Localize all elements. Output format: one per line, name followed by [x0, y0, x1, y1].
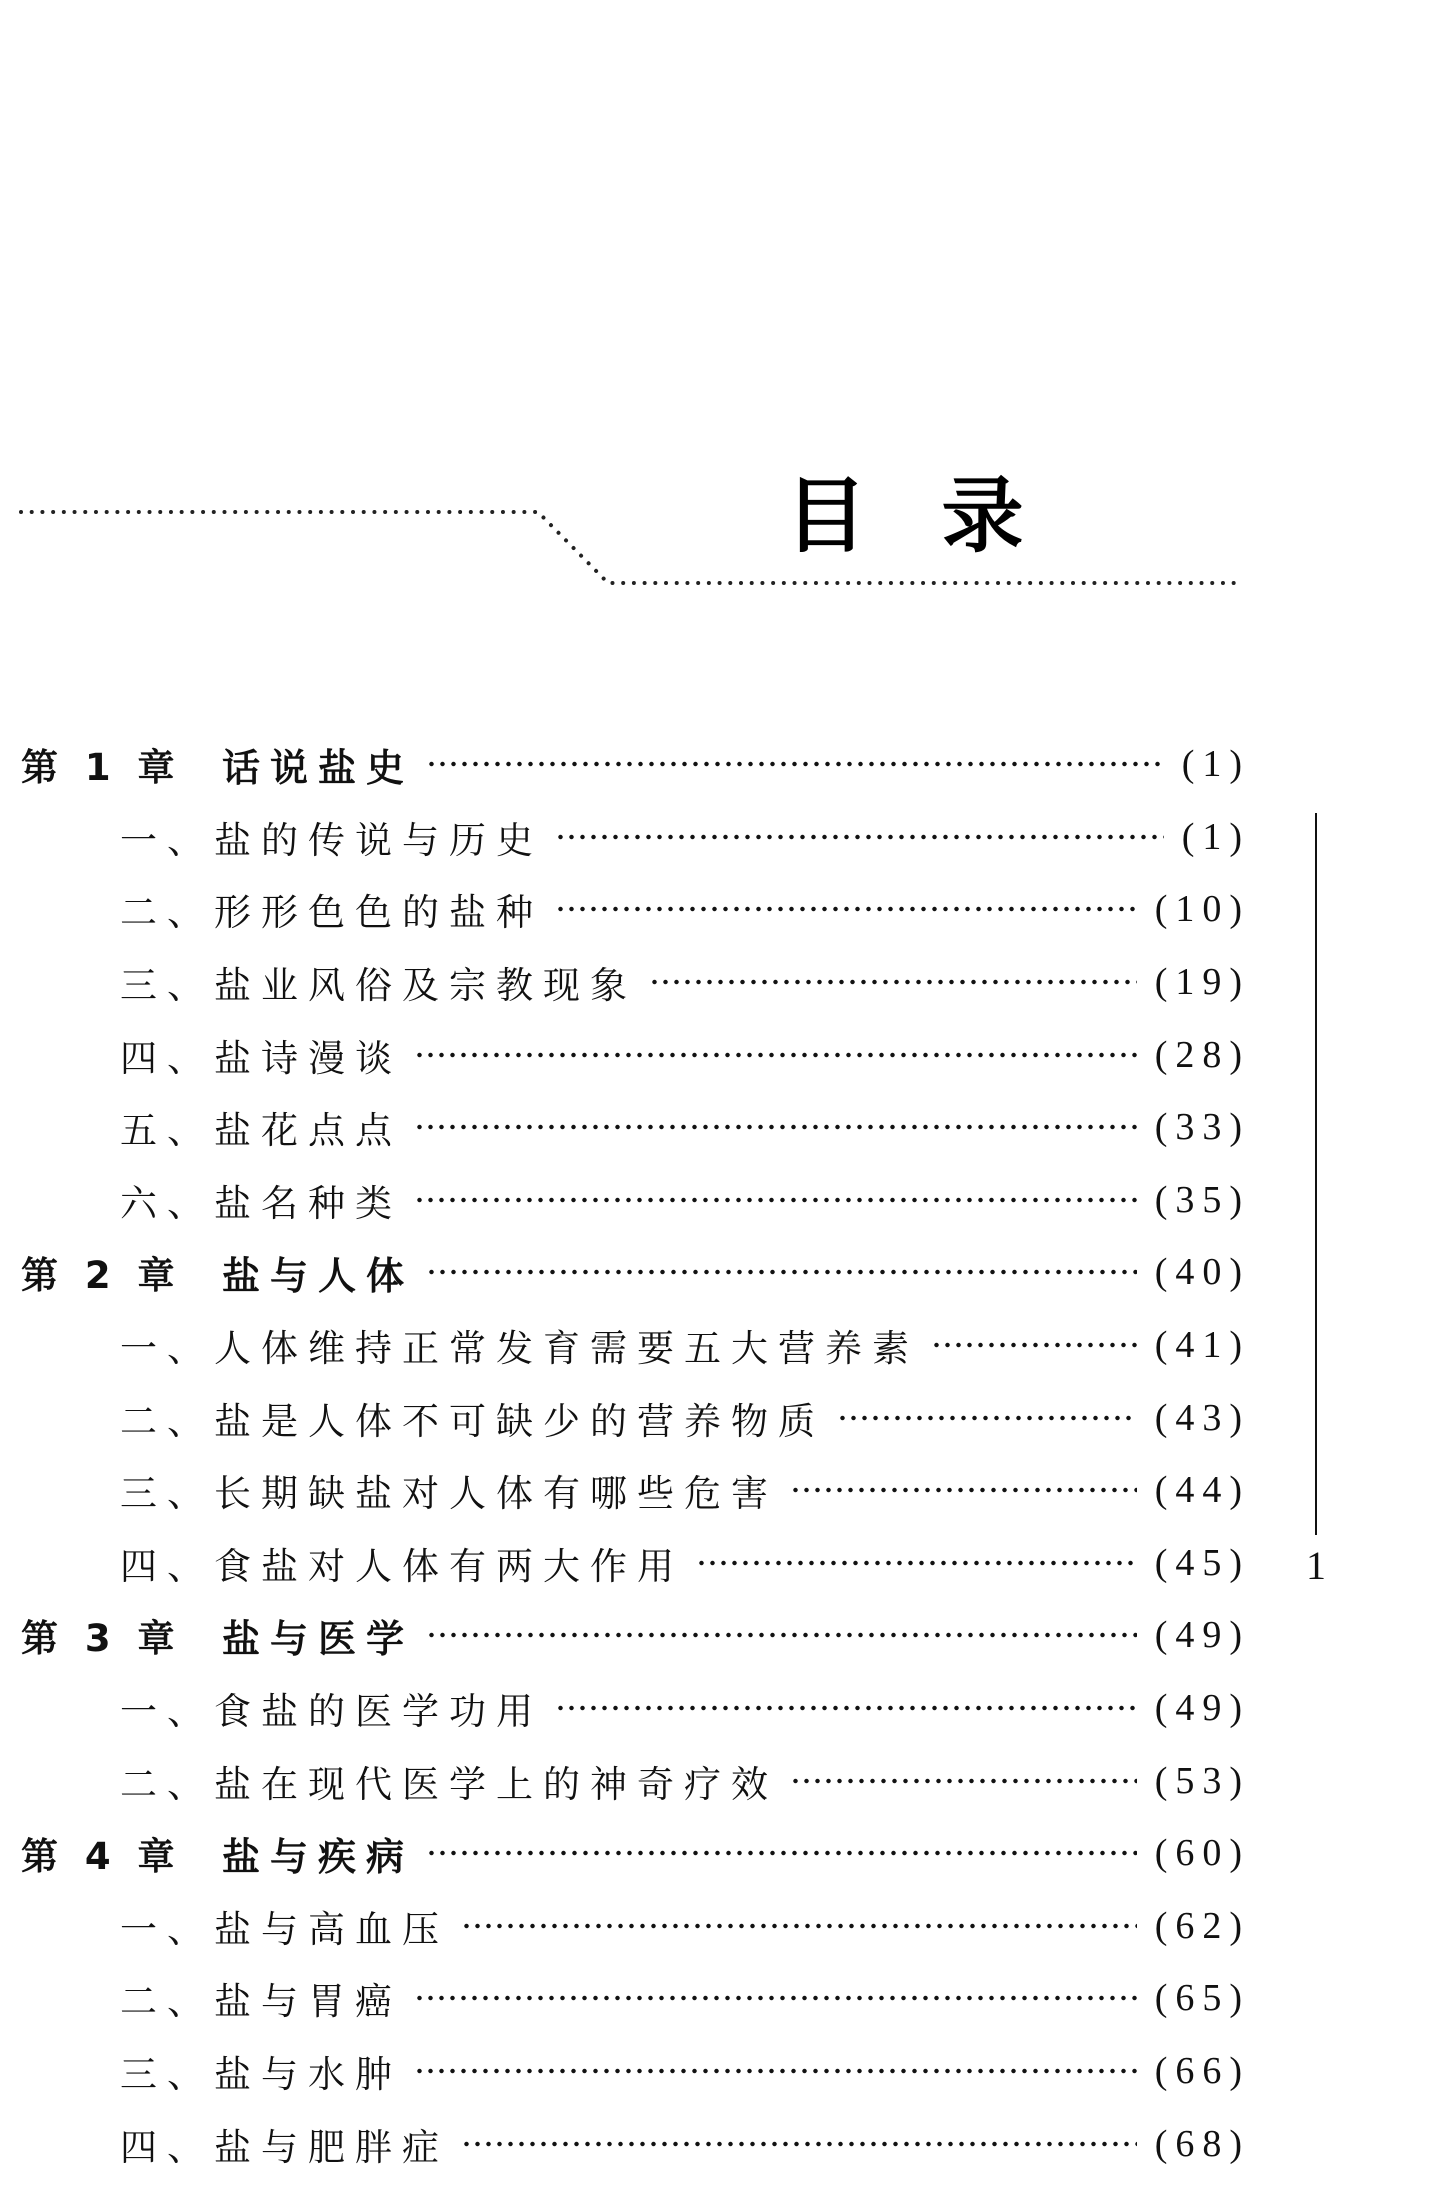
page-ref: (62) [1154, 1904, 1250, 1947]
chapter-title: 话说盐史 [222, 745, 415, 790]
toc-chapter-row [21, 1599, 1250, 1672]
page-ref: (19) [1154, 961, 1250, 1004]
chapter-number: 第 1 章 [21, 746, 179, 790]
dot-leader [555, 1704, 1137, 1712]
page-ref: (49) [1154, 1614, 1250, 1657]
section-title: 三、盐与水肿 [120, 2052, 402, 2096]
dot-leader [461, 2140, 1137, 2148]
section-title: 四、盐诗漫谈 [120, 1036, 402, 1080]
toc-section-row [21, 801, 1250, 874]
page-ref: (65) [1154, 1977, 1250, 2020]
margin-vertical-rule [1315, 813, 1317, 1535]
dot-leader [414, 1994, 1137, 2002]
toc-section-row [21, 1962, 1250, 2035]
dot-leader [649, 978, 1137, 986]
toc-chapter-row [21, 728, 1250, 801]
toc-section-row [21, 1454, 1250, 1527]
page-ref: (44) [1154, 1469, 1250, 1512]
page-ref: (45) [1154, 1541, 1250, 1584]
section-title: 二、形形色色的盐种 [120, 891, 543, 935]
toc-section-row [21, 1164, 1250, 1237]
section-title: 二、盐是人体不可缺少的营养物质 [120, 1399, 825, 1443]
dot-leader [426, 760, 1164, 768]
page-title: 目 录 [785, 469, 1036, 564]
toc-chapter-row [21, 1817, 1250, 1890]
toc-section-row [21, 1018, 1250, 1091]
toc-section-row [21, 2107, 1250, 2180]
dot-leader [555, 833, 1164, 841]
dot-leader [696, 1559, 1137, 1567]
dot-leader [426, 1631, 1137, 1639]
section-title: 三、长期缺盐对人体有哪些危害 [120, 1472, 778, 1516]
page-ref: (68) [1154, 2122, 1250, 2165]
toc-section-row [21, 1744, 1250, 1817]
dot-leader [426, 1849, 1137, 1857]
chapter-number: 第 4 章 [21, 1835, 179, 1879]
page-ref: (40) [1154, 1251, 1250, 1294]
chapter-title: 盐与人体 [222, 1253, 415, 1298]
toc-section-row [21, 1091, 1250, 1164]
page-ref: (49) [1154, 1687, 1250, 1730]
dot-leader [931, 1341, 1137, 1349]
toc-section-row [21, 1381, 1250, 1454]
title-dotted-rule [0, 0, 1449, 620]
section-title: 二、盐在现代医学上的神奇疗效 [120, 1762, 778, 1806]
toc-chapter-row [21, 1236, 1250, 1309]
section-title: 一、人体维持正常发育需要五大营养素 [120, 1327, 919, 1371]
chapter-title: 盐与医学 [222, 1616, 415, 1661]
dot-leader [790, 1486, 1137, 1494]
toc-section-row [21, 873, 1250, 946]
dotted-rule-line [21, 512, 1242, 583]
section-title: 五、盐花点点 [120, 1109, 402, 1153]
toc-section-row [21, 1890, 1250, 1963]
page-ref: (66) [1154, 2049, 1250, 2092]
dot-leader [555, 905, 1137, 913]
section-title: 一、盐与高血压 [120, 1907, 449, 1951]
toc-section-row [21, 1527, 1250, 1600]
dot-leader [414, 1196, 1137, 1204]
table-of-contents [21, 728, 1250, 2180]
page-ref: (1) [1181, 815, 1250, 858]
page-ref: (60) [1154, 1832, 1250, 1875]
section-title: 二、盐与胃癌 [120, 1980, 402, 2024]
page-ref: (28) [1154, 1033, 1250, 1076]
page-ref: (33) [1154, 1106, 1250, 1149]
page-ref: (53) [1154, 1759, 1250, 1802]
dot-leader [837, 1414, 1137, 1422]
page-ref: (10) [1154, 888, 1250, 931]
toc-section-row [21, 946, 1250, 1019]
chapter-number: 第 2 章 [21, 1254, 179, 1298]
page-ref: (41) [1154, 1324, 1250, 1367]
section-title: 一、食盐的医学功用 [120, 1690, 543, 1734]
toc-section-row [21, 2035, 1250, 2108]
section-title: 一、盐的传说与历史 [120, 818, 543, 862]
toc-section-row [21, 1672, 1250, 1745]
page-number: 1 [1306, 1543, 1326, 1588]
chapter-number: 第 3 章 [21, 1617, 179, 1661]
toc-section-row [21, 1309, 1250, 1382]
dot-leader [461, 1922, 1137, 1930]
page-ref: (1) [1181, 743, 1250, 786]
section-title: 四、食盐对人体有两大作用 [120, 1544, 684, 1588]
chapter-title: 盐与疾病 [222, 1834, 415, 1879]
dot-leader [414, 1051, 1137, 1059]
page-ref: (35) [1154, 1178, 1250, 1221]
page-ref: (43) [1154, 1396, 1250, 1439]
dot-leader [414, 1123, 1137, 1131]
dot-leader [790, 1777, 1137, 1785]
dot-leader [426, 1268, 1137, 1276]
section-title: 六、盐名种类 [120, 1181, 402, 1225]
section-title: 三、盐业风俗及宗教现象 [120, 964, 637, 1008]
dot-leader [414, 2067, 1137, 2075]
section-title: 四、盐与肥胖症 [120, 2125, 449, 2169]
